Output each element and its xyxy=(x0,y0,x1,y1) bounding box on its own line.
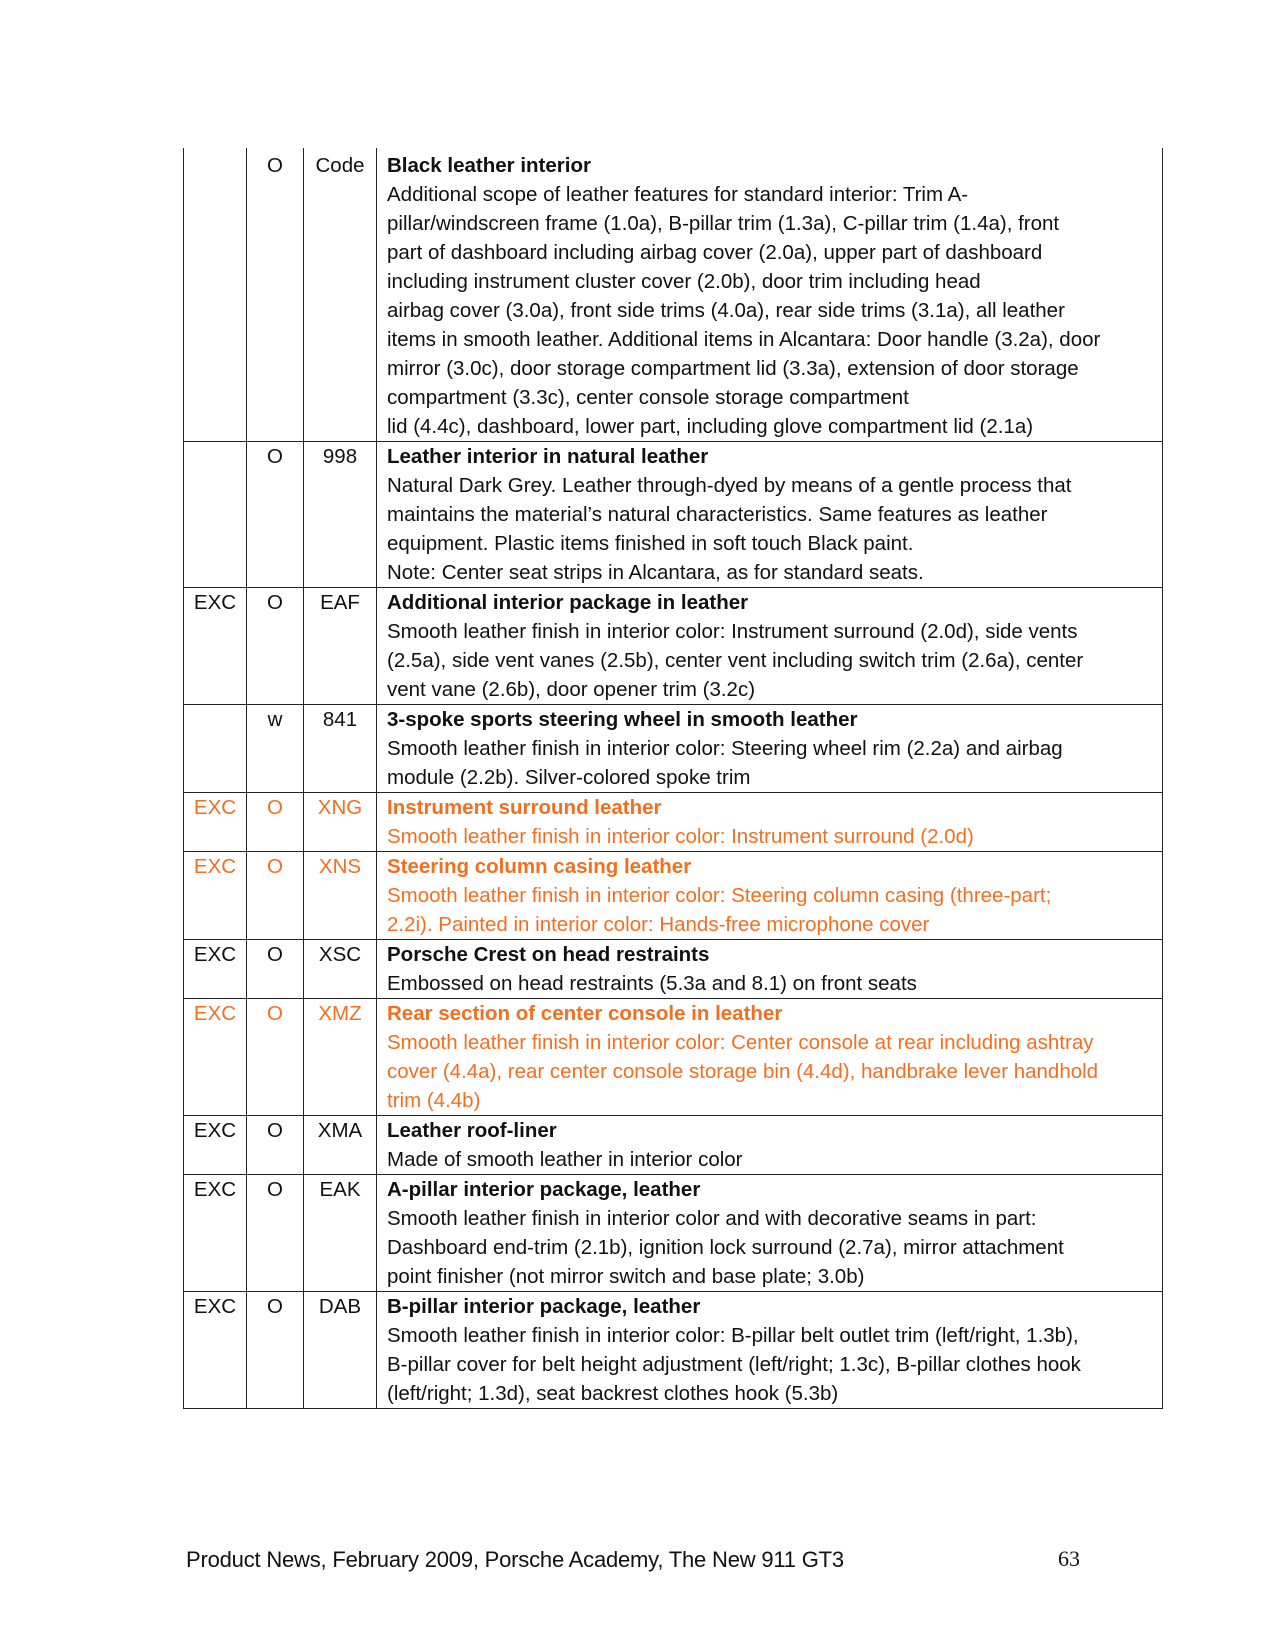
description-cell xyxy=(377,1116,1163,1175)
table-row xyxy=(184,588,1163,705)
table-row xyxy=(184,793,1163,852)
exclusive-cell xyxy=(184,148,247,442)
option-description: Embossed on head restraints (5.3a and 8.1) on front seats xyxy=(387,972,917,995)
description-cell xyxy=(377,1292,1163,1409)
option-description: Smooth leather finish in interior color: B-pillar belt outlet trim (left/right, 1.3b), B-pillar cover for belt height adjustment (left/right; 1.3c), B-pillar clothes hook (left/right; 1.3d), seat backrest clothes hook (5.3b) xyxy=(387,1324,1081,1405)
description-cell xyxy=(377,940,1163,999)
option-code-cell: EAK xyxy=(304,1175,377,1292)
availability-cell: O xyxy=(247,442,304,588)
options-table xyxy=(183,148,1163,1409)
table-row xyxy=(184,940,1163,999)
table-row xyxy=(184,1292,1163,1409)
exclusive-cell xyxy=(184,442,247,588)
availability-cell: O xyxy=(247,793,304,852)
option-code-cell: Code xyxy=(304,148,377,442)
option-title: A-pillar interior package, leather xyxy=(387,1178,701,1201)
exclusive-cell: EXC xyxy=(184,1175,247,1292)
exclusive-cell: EXC xyxy=(184,999,247,1116)
option-title: Steering column casing leather xyxy=(387,855,692,878)
option-title: Instrument surround leather xyxy=(387,796,662,819)
availability-cell: O xyxy=(247,1175,304,1292)
option-description: Smooth leather finish in interior color: Steering wheel rim (2.2a) and airbag module (2.2b). Silver-colored spoke trim xyxy=(387,737,1063,789)
option-title: 3-spoke sports steering wheel in smooth leather xyxy=(387,708,858,731)
table-row xyxy=(184,442,1163,588)
option-code-cell: DAB xyxy=(304,1292,377,1409)
availability-cell: w xyxy=(247,705,304,793)
option-title: Black leather interior xyxy=(387,154,591,177)
option-description: Smooth leather finish in interior color: Instrument surround (2.0d) xyxy=(387,825,974,848)
exclusive-cell: EXC xyxy=(184,588,247,705)
exclusive-cell: EXC xyxy=(184,1292,247,1409)
option-code-cell: XNS xyxy=(304,852,377,940)
description-cell xyxy=(377,705,1163,793)
option-code-cell: XMZ xyxy=(304,999,377,1116)
option-description: Natural Dark Grey. Leather through-dyed by means of a gentle process that maintains the material’s natural characteristics. Same features as leather equipment. Plastic items finished in soft touch Black paint. Note: Center seat strips in Alcantara, as for standard seats. xyxy=(387,474,1072,584)
exclusive-cell: EXC xyxy=(184,1116,247,1175)
description-cell xyxy=(377,1175,1163,1292)
option-code-cell: XNG xyxy=(304,793,377,852)
option-code-cell: 998 xyxy=(304,442,377,588)
table-row xyxy=(184,999,1163,1116)
description-cell xyxy=(377,588,1163,705)
description-cell xyxy=(377,793,1163,852)
availability-cell: O xyxy=(247,852,304,940)
exclusive-cell xyxy=(184,705,247,793)
option-code-cell: XMA xyxy=(304,1116,377,1175)
option-code-cell: EAF xyxy=(304,588,377,705)
availability-cell: O xyxy=(247,588,304,705)
option-title: Porsche Crest on head restraints xyxy=(387,943,710,966)
option-title: Additional interior package in leather xyxy=(387,591,749,614)
options-table-body xyxy=(184,148,1163,1409)
description-cell xyxy=(377,442,1163,588)
option-description: Additional scope of leather features for standard interior: Trim A- pillar/windscreen frame (1.0a), B-pillar trim (1.3a), C-pillar trim (1.4a), front part of dashboard including airbag cover (2.0a), upper part of dashboard including instrument cluster cover (2.0b), door trim including head airbag cover (3.0a), front side trims (4.0a), rear side trims (3.1a), all leather items in smooth leather. Additional items in Alcantara: Door handle (3.2a), door mirror (3.0c), door storage compartment lid (3.3a), extension of door storage compartment (3.3c), center console storage compartment lid (4.4c), dashboard, lower part, including glove compartment lid (2.1a) xyxy=(387,183,1101,438)
option-code-cell: 841 xyxy=(304,705,377,793)
exclusive-cell: EXC xyxy=(184,940,247,999)
option-description: Smooth leather finish in interior color: Instrument surround (2.0d), side vents (2.5a), side vent vanes (2.5b), center vent including switch trim (2.6a), center vent vane (2.6b), door opener trim (3.2c) xyxy=(387,620,1084,701)
availability-cell: O xyxy=(247,148,304,442)
page-number: 63 xyxy=(1058,1546,1080,1571)
description-cell xyxy=(377,999,1163,1116)
option-description: Smooth leather finish in interior color: Steering column casing (three-part; 2.2i). Painted in interior color: Hands-free microphone cover xyxy=(387,884,1052,936)
exclusive-cell: EXC xyxy=(184,852,247,940)
exclusive-cell: EXC xyxy=(184,793,247,852)
table-row xyxy=(184,705,1163,793)
description-cell xyxy=(377,148,1163,442)
option-title: Leather interior in natural leather xyxy=(387,445,709,468)
availability-cell: O xyxy=(247,1116,304,1175)
table-row xyxy=(184,148,1163,442)
footer-text: Product News, February 2009, Porsche Academy, The New 911 GT3 xyxy=(186,1547,844,1572)
table-row xyxy=(184,1116,1163,1175)
availability-cell: O xyxy=(247,940,304,999)
table-row xyxy=(184,852,1163,940)
option-description: Smooth leather finish in interior color: Center console at rear including ashtray cover (4.4a), rear center console storage bin (4.4d), handbrake lever handhold trim (4.4b) xyxy=(387,1031,1099,1112)
option-code-cell: XSC xyxy=(304,940,377,999)
availability-cell: O xyxy=(247,999,304,1116)
option-title: Rear section of center console in leather xyxy=(387,1002,783,1025)
option-title: Leather roof-liner xyxy=(387,1119,557,1142)
option-title: B-pillar interior package, leather xyxy=(387,1295,701,1318)
availability-cell: O xyxy=(247,1292,304,1409)
description-cell xyxy=(377,852,1163,940)
option-description: Smooth leather finish in interior color and with decorative seams in part: Dashboard end-trim (2.1b), ignition lock surround (2.7a), mirror attachment point finisher (not mirror switch and base plate; 3.0b) xyxy=(387,1207,1064,1288)
option-description: Made of smooth leather in interior color xyxy=(387,1148,743,1171)
table-row xyxy=(184,1175,1163,1292)
